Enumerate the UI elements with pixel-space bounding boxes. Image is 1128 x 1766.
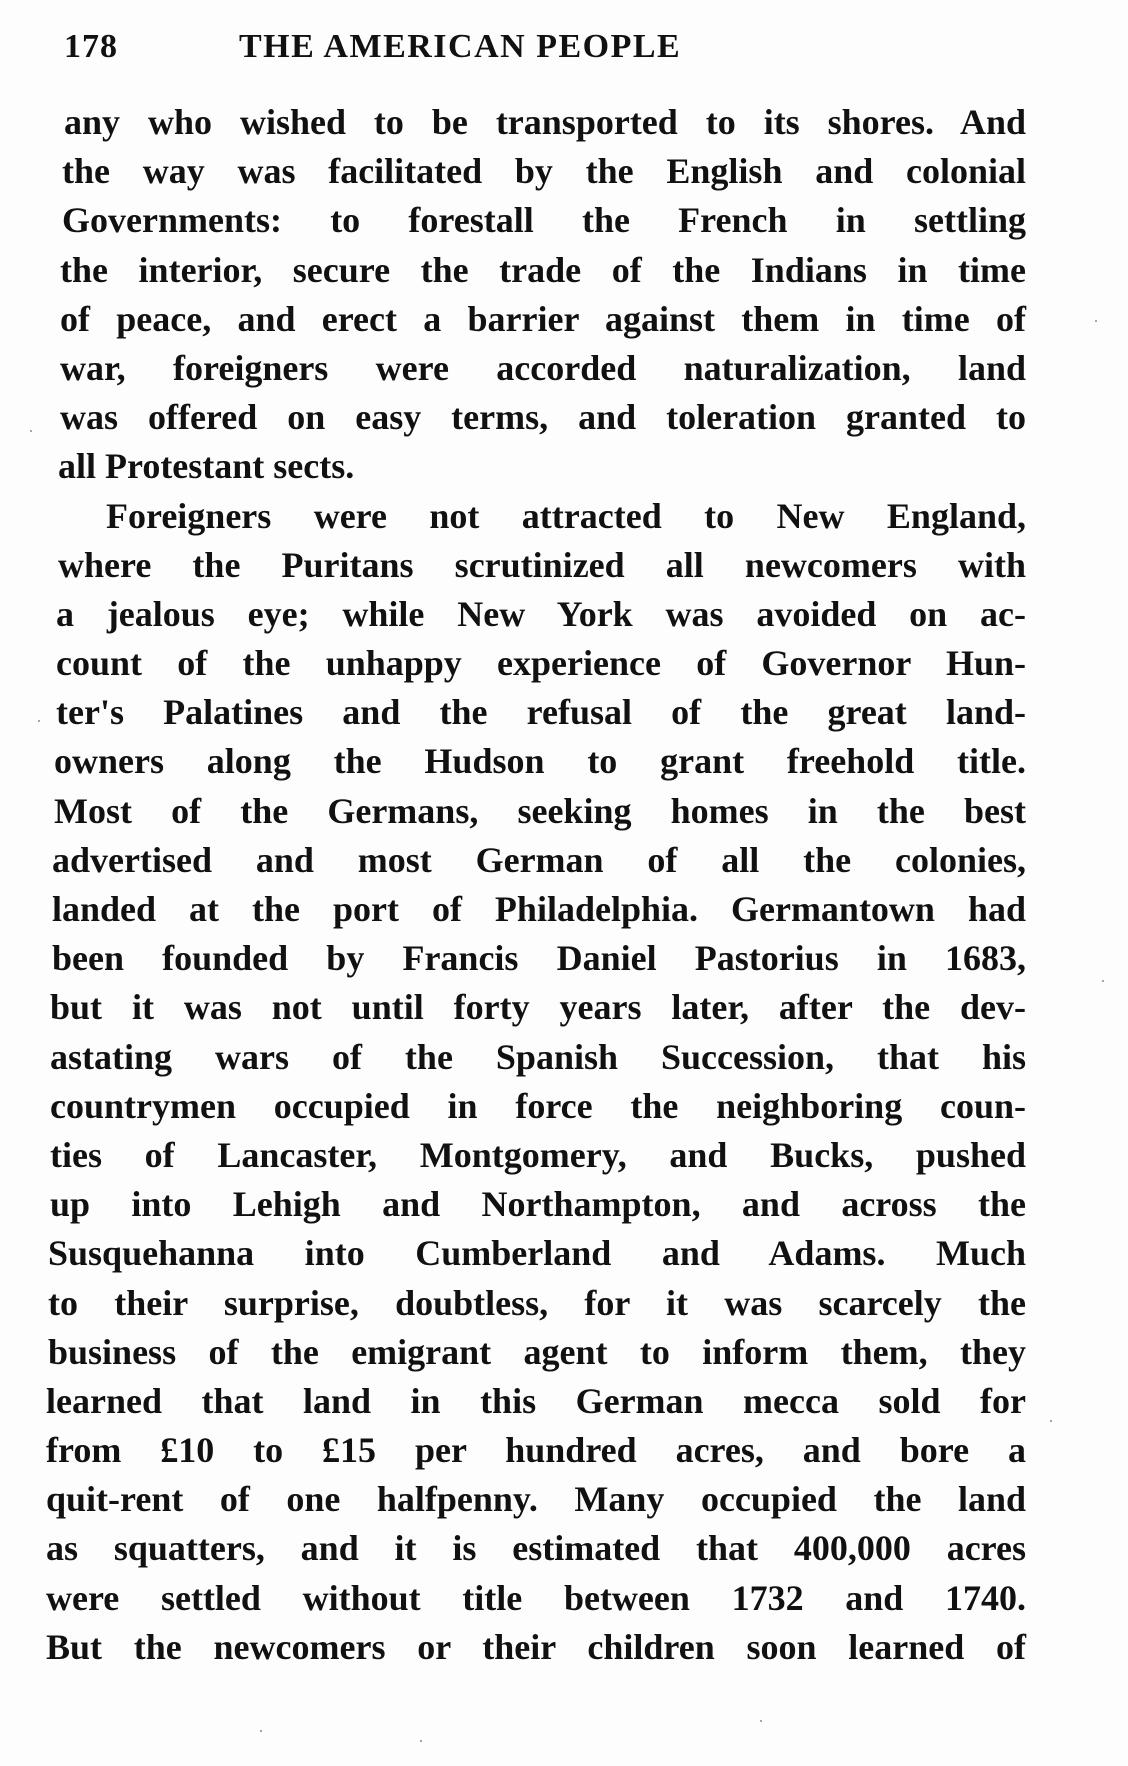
text-line: been founded by Francis Daniel Pastorius in 1683, <box>52 938 1026 979</box>
body-text <box>46 98 1026 1672</box>
text-line: owners along the Hudson to grant freehold title. <box>54 741 1026 782</box>
text-line: ties of Lancaster, Montgomery, and Bucks, pushed <box>50 1134 1026 1175</box>
text-line: landed at the port of Philadelphia. Germantown had <box>52 889 1026 929</box>
text-line: was offered on easy terms, and toleration granted to <box>60 397 1026 438</box>
scan-speck <box>1095 320 1097 322</box>
scan-speck <box>30 430 32 432</box>
text-line: any who wished to be transported to its shores. And <box>64 102 1026 142</box>
text-line: count of the unhappy experience of Governor Hun- <box>56 643 1026 684</box>
scan-speck <box>420 1740 422 1742</box>
text-line: a jealous eye; while New York was avoided on ac- <box>56 593 1026 634</box>
text-line: up into Lehigh and Northampton, and across the <box>50 1184 1026 1225</box>
running-head: THE AMERICAN PEOPLE <box>239 28 682 65</box>
text-line: quit-rent of one halfpenny. Many occupied the land <box>46 1479 1026 1520</box>
text-line: learned that land in this German mecca sold for <box>46 1380 1026 1421</box>
scan-speck <box>760 1720 762 1722</box>
scan-speck <box>1102 980 1104 982</box>
page-number: 178 <box>64 28 118 65</box>
paragraph-1 <box>46 98 1026 492</box>
text-line: business of the emigrant agent to inform them, they <box>48 1331 1026 1372</box>
text-line: Governments: to forestall the French in settling <box>62 200 1026 241</box>
scan-speck <box>38 720 40 722</box>
text-line: where the Puritans scrutinized all newcomers with <box>58 544 1026 585</box>
text-line: Most of the Germans, seeking homes in the best <box>54 790 1026 831</box>
text-line: all Protestant sects. <box>58 446 355 487</box>
text-line: from £10 to £15 per hundred acres, and bore a <box>46 1430 1026 1471</box>
text-line: Susquehanna into Cumberland and Adams. Much <box>48 1233 1026 1274</box>
text-line: of peace, and erect a barrier against them in time of <box>60 298 1026 339</box>
text-line: the interior, secure the trade of the Indians in time <box>60 249 1026 290</box>
scan-speck <box>260 1730 262 1732</box>
text-line: astating wars of the Spanish Succession, that his <box>50 1036 1026 1077</box>
text-line: but it was not until forty years later, after the dev- <box>50 987 1026 1028</box>
text-line: ter's Palatines and the refusal of the great land- <box>56 692 1026 733</box>
scan-speck <box>1050 1420 1052 1422</box>
text-line: as squatters, and it is estimated that 400,000 acres <box>46 1528 1026 1569</box>
text-line: advertised and most German of all the colonies, <box>52 839 1026 880</box>
paragraph-2 <box>46 492 1026 1673</box>
text-line: the way was facilitated by the English and colonial <box>62 151 1026 192</box>
text-line: were settled without title between 1732 and 1740. <box>46 1577 1026 1618</box>
text-line: But the newcomers or their children soon learned of <box>46 1626 1026 1667</box>
text-line: to their surprise, doubtless, for it was scarcely the <box>48 1282 1026 1323</box>
text-line: war, foreigners were accorded naturalization, land <box>60 347 1026 388</box>
text-line: countrymen occupied in force the neighboring coun- <box>50 1085 1026 1126</box>
page-header <box>64 18 864 78</box>
text-line: Foreigners were not attracted to New England, <box>106 495 1026 536</box>
